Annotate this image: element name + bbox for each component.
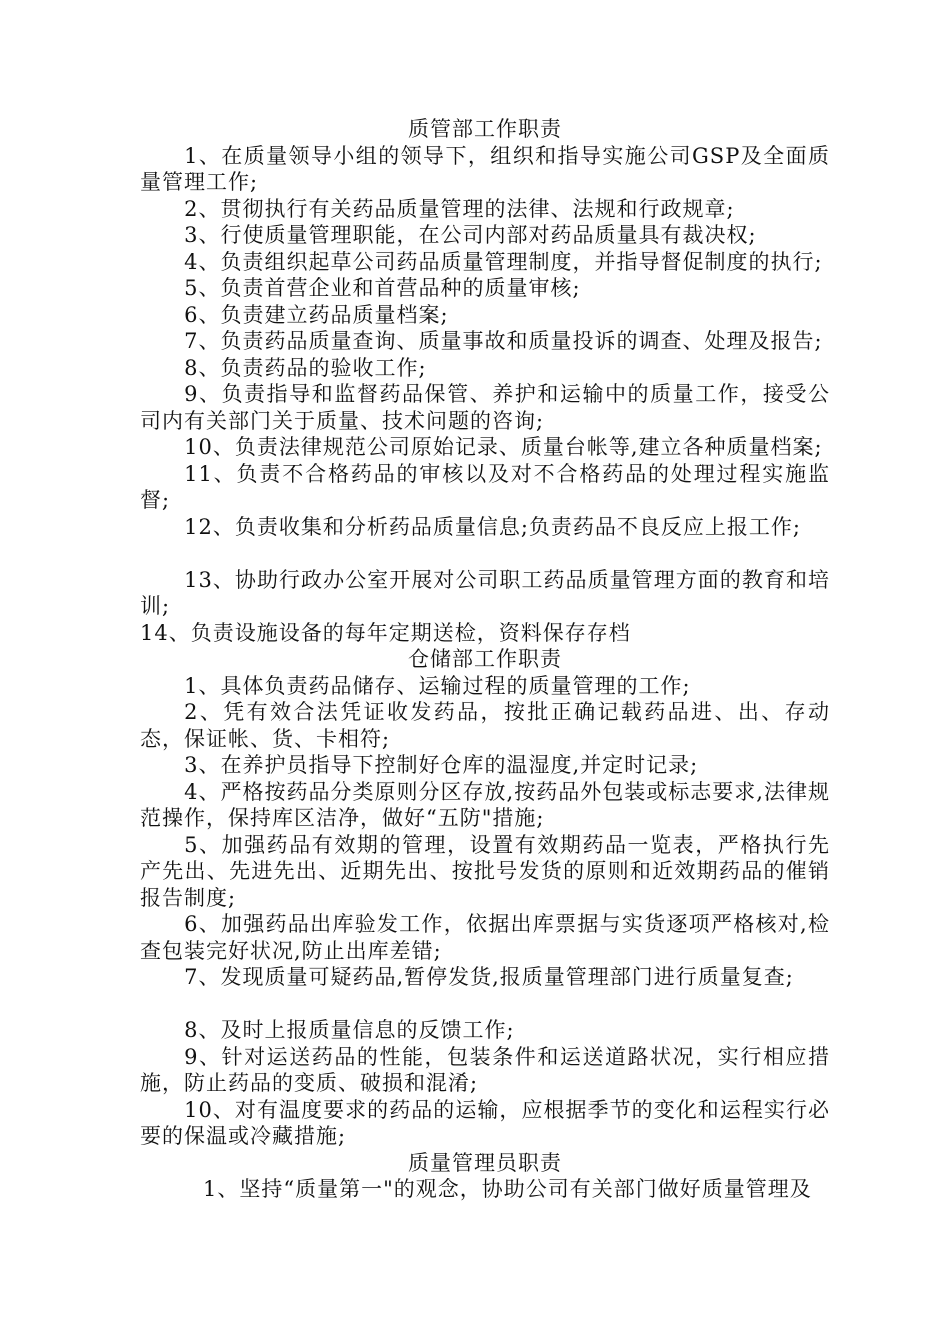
paragraph-gap	[140, 540, 830, 567]
warehouse-dept-item-2: 2、凭有效合法凭证收发药品，按批正确记载药品进、出、存动态，保证帐、货、卡相符;	[140, 700, 830, 751]
section-title-quality-manager: 质量管理员职责	[408, 1150, 562, 1175]
warehouse-dept-item-5: 5、加强药品有效期的管理，设置有效期药品一览表，严格执行先产先出、先进先出、近期先出、按批号发货的原则和近效期药品的催销报告制度;	[140, 832, 830, 910]
quality-dept-item-10: 10、负责法律规范公司原始记录、质量台帐等,建立各种质量档案;	[184, 435, 823, 459]
quality-dept-item-7: 7、负责药品质量查询、质量事故和质量投诉的调查、处理及报告;	[184, 329, 823, 353]
warehouse-dept-item-10: 10、对有温度要求的药品的运输，应根据季节的变化和运程实行必要的保温或冷藏措施;	[140, 1097, 830, 1148]
quality-dept-item-6: 6、负责建立药品质量档案;	[184, 302, 449, 327]
quality-manager-item-1: 1、坚持“质量第一"的观念，协助公司有关部门做好质量管理及	[203, 1177, 812, 1201]
quality-dept-item-5: 5、负责首营企业和首营品种的质量审核;	[184, 276, 581, 300]
quality-dept-item-11: 11、负责不合格药品的审核以及对不合格药品的处理过程实施监督;	[140, 461, 830, 512]
warehouse-dept-item-6: 6、加强药品出库验发工作，依据出库票据与实货逐项严格核对,检查包装完好状况,防止出库差错;	[140, 912, 830, 963]
paragraph-gap	[140, 991, 830, 1018]
quality-dept-item-9: 9、负责指导和监督药品保管、养护和运输中的质量工作，接受公司内有关部门关于质量、技术问题的咨询;	[140, 382, 830, 433]
quality-dept-item-4: 4、负责组织起草公司药品质量管理制度，并指导督促制度的执行;	[184, 249, 823, 274]
warehouse-dept-item-3: 3、在养护员指导下控制好仓库的温湿度,并定时记录;	[184, 753, 699, 777]
quality-dept-item-14: 14、负责设施设备的每年定期送检，资料保存存档	[140, 620, 631, 645]
document-body	[140, 116, 830, 1203]
quality-dept-item-1: 1、在质量领导小组的领导下，组织和指导实施公司GSP及全面质量管理工作;	[140, 143, 830, 194]
section-title-quality-dept: 质管部工作职责	[408, 117, 562, 141]
warehouse-dept-item-9: 9、针对运送药品的性能，包装条件和运送道路状况，实行相应措施，防止药品的变质、破损和混淆;	[140, 1044, 830, 1095]
section-title-warehouse-dept: 仓储部工作职责	[408, 647, 562, 671]
quality-dept-item-12: 12、负责收集和分析药品质量信息;负责药品不良反应上报工作;	[184, 514, 801, 539]
quality-dept-item-13: 13、协助行政办公室开展对公司职工药品质量管理方面的教育和培训;	[140, 567, 830, 618]
warehouse-dept-item-8: 8、及时上报质量信息的反馈工作;	[184, 1018, 515, 1042]
warehouse-dept-item-1: 1、具体负责药品储存、运输过程的质量管理的工作;	[184, 673, 691, 698]
warehouse-dept-item-4: 4、严格按药品分类原则分区存放,按药品外包装或标志要求,法律规范操作，保持库区洁净，做好“五防"措施;	[140, 779, 830, 830]
quality-dept-item-2: 2、贯彻执行有关药品质量管理的法律、法规和行政规章;	[184, 196, 735, 221]
quality-dept-item-8: 8、负责药品的验收工作;	[184, 355, 427, 380]
quality-dept-item-3: 3、行使质量管理职能，在公司内部对药品质量具有裁决权;	[184, 223, 757, 247]
warehouse-dept-item-7: 7、发现质量可疑药品,暂停发货,报质量管理部门进行质量复查;	[184, 965, 794, 989]
